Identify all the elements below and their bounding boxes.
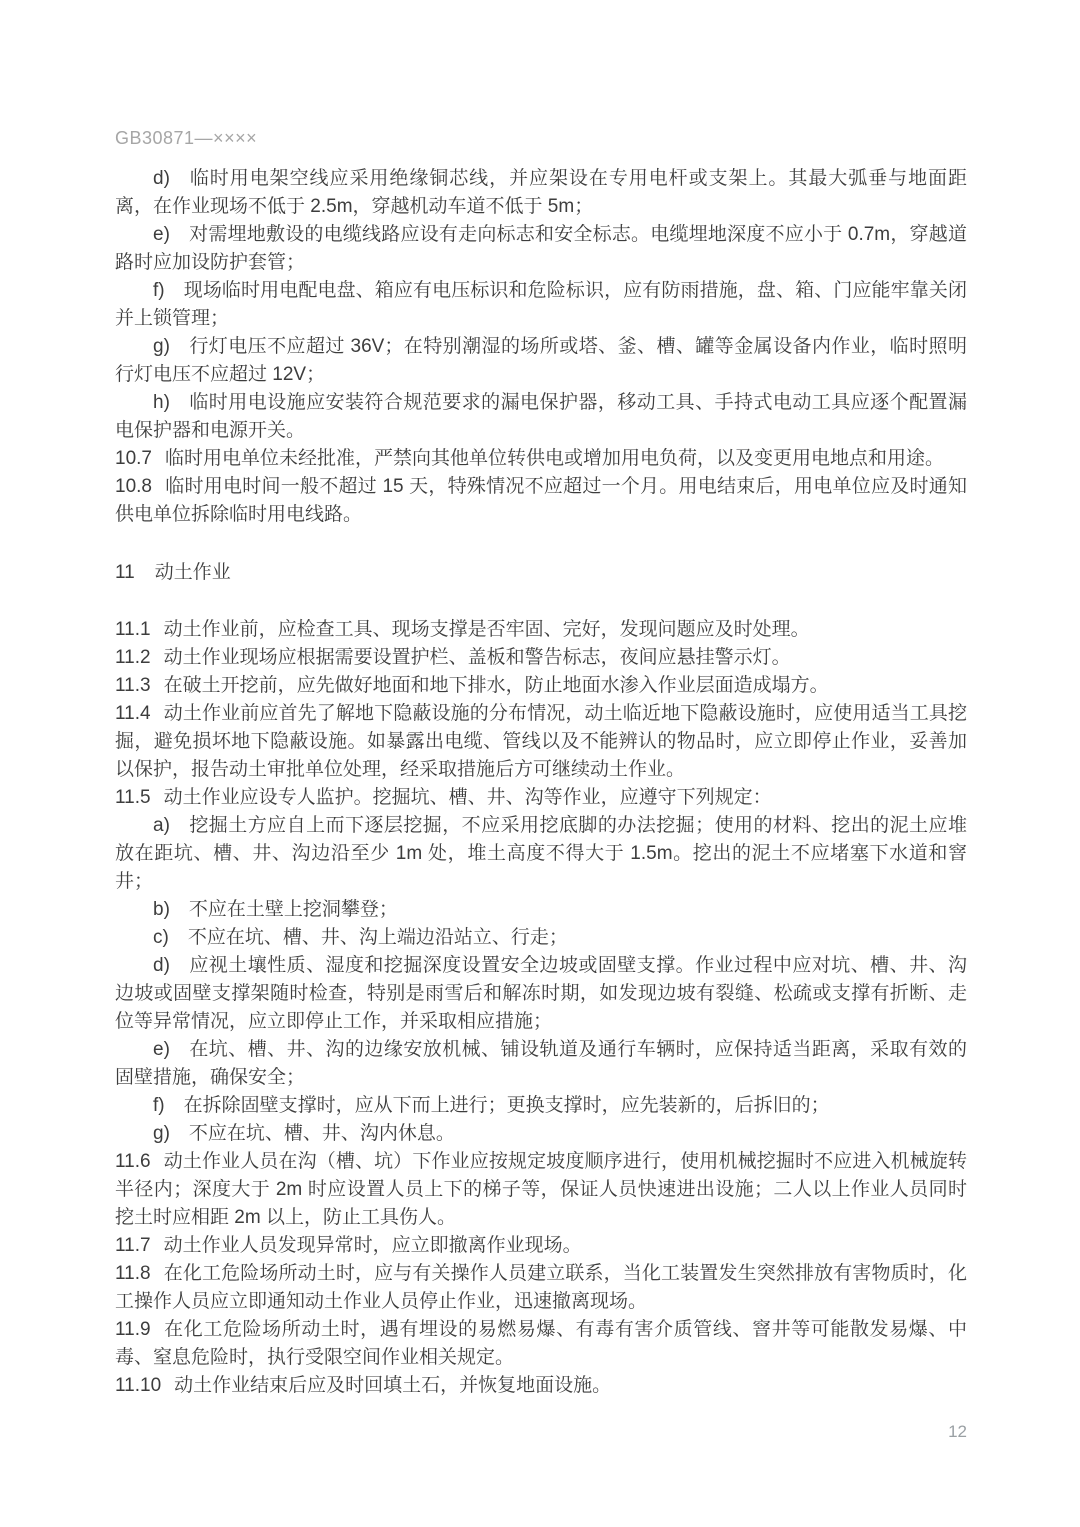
- section-heading: [115, 559, 967, 587]
- clause-paragraph: [115, 473, 967, 529]
- clause-text: 行灯电压不应超过 36V；在特别潮湿的场所或塔、釜、槽、罐等金属设备内作业，临时照明行灯电压不应超过 12V；: [115, 336, 967, 385]
- clause-paragraph: [115, 812, 967, 896]
- clause-text: 动土作业前应首先了解地下隐蔽设施的分布情况，动土临近地下隐蔽设施时，应使用适当工具挖掘，避免损坏地下隐蔽设施。如暴露出电缆、管线以及不能辨认的物品时，应立即停止作业，妥善加以保护，报告动土审批单位处理，经采取措施后方可继续动土作业。: [115, 703, 967, 780]
- clause-text: 动土作业现场应根据需要设置护栏、盖板和警告标志，夜间应悬挂警示灯。: [163, 647, 791, 668]
- clause-label: 11.9: [115, 1319, 151, 1340]
- clause-paragraph: [115, 1316, 967, 1372]
- clause-paragraph: [115, 333, 967, 389]
- clause-paragraph: [115, 277, 967, 333]
- clause-text: 挖掘土方应自上而下逐层挖掘，不应采用挖底脚的办法挖掘；使用的材料、挖出的泥土应堆放在距坑、槽、井、沟边沿至少 1m 处，堆土高度不得大于 1.5m。挖出的泥土不应堵塞下水道和窨井；: [115, 815, 967, 892]
- clause-paragraph: [115, 389, 967, 445]
- clause-text: 在坑、槽、井、沟的边缘安放机械、铺设轨道及通行车辆时，应保持适当距离，采取有效的固壁措施，确保安全；: [115, 1039, 967, 1088]
- clause-label: b): [153, 899, 170, 920]
- clause-paragraph: [115, 1148, 967, 1232]
- document-body: [115, 165, 967, 1400]
- section-title: 动土作业: [154, 562, 231, 583]
- clause-paragraph: [115, 784, 967, 812]
- clause-paragraph: [115, 924, 967, 952]
- clause-paragraph: [115, 896, 967, 924]
- clause-label: a): [153, 815, 170, 836]
- clause-label: 11.3: [115, 675, 151, 696]
- clause-text: 临时用电设施应安装符合规范要求的漏电保护器，移动工具、手持式电动工具应逐个配置漏电保护器和电源开关。: [115, 392, 967, 441]
- clause-paragraph: [115, 445, 967, 473]
- clause-label: 11.6: [115, 1151, 151, 1172]
- clause-paragraph: [115, 616, 967, 644]
- clause-text: 动土作业人员发现异常时，应立即撤离作业现场。: [163, 1235, 582, 1256]
- clause-paragraph: [115, 221, 967, 277]
- clause-paragraph: [115, 1036, 967, 1092]
- clause-paragraph: [115, 1372, 967, 1400]
- clause-paragraph: [115, 1260, 967, 1316]
- clause-label: h): [153, 392, 170, 413]
- clause-label: c): [153, 927, 169, 948]
- clause-text: 在化工危险场所动土时，应与有关操作人员建立联系，当化工装置发生突然排放有害物质时，化工操作人员应立即通知动土作业人员停止作业，迅速撤离现场。: [115, 1263, 967, 1312]
- clause-label: 10.8: [115, 476, 152, 497]
- clause-label: 11.1: [115, 619, 151, 640]
- clause-label: 11.2: [115, 647, 151, 668]
- clause-paragraph: [115, 700, 967, 784]
- clause-label: d): [153, 955, 170, 976]
- clause-text: 在拆除固壁支撑时，应从下而上进行；更换支撑时，应先装新的，后拆旧的；: [183, 1095, 830, 1116]
- clause-label: 11.4: [115, 703, 151, 724]
- clause-text: 动土作业人员在沟（槽、坑）下作业应按规定坡度顺序进行，使用机械挖掘时不应进入机械旋转半径内；深度大于 2m 时应设置人员上下的梯子等，保证人员快速进出设施；二人以上作业人员同时挖土时应相距 2m 以上，防止工具伤人。: [115, 1151, 967, 1228]
- clause-label: 11.7: [115, 1235, 151, 1256]
- clause-text: 在破土开挖前，应先做好地面和地下排水，防止地面水渗入作业层面造成塌方。: [163, 675, 829, 696]
- clause-label: e): [153, 224, 170, 245]
- clause-label: g): [153, 336, 170, 357]
- clause-paragraph: [115, 672, 967, 700]
- standard-number-header: GB30871—××××: [115, 128, 258, 148]
- clause-paragraph: [115, 165, 967, 221]
- clause-label: 11.8: [115, 1263, 151, 1284]
- clause-paragraph: [115, 1092, 967, 1120]
- clause-text: 在化工危险场所动土时，遇有埋设的易燃易爆、有毒有害介质管线、窨井等可能散发易爆、中毒、窒息危险时，执行受限空间作业相关规定。: [115, 1319, 967, 1368]
- clause-paragraph: [115, 952, 967, 1036]
- clause-text: 对需埋地敷设的电缆线路应设有走向标志和安全标志。电缆埋地深度不应小于 0.7m，穿越道路时应加设防护套管；: [115, 224, 967, 273]
- clause-text: 临时用电架空线应采用绝缘铜芯线，并应架设在专用电杆或支架上。其最大弧垂与地面距离，在作业现场不低于 2.5m，穿越机动车道不低于 5m；: [115, 168, 967, 217]
- clause-label: f): [153, 1095, 165, 1116]
- clause-label: e): [153, 1039, 170, 1060]
- clause-label: f): [153, 280, 165, 301]
- clause-text: 不应在土壁上挖洞攀登；: [188, 899, 398, 920]
- clause-text: 动土作业结束后应及时回填土石，并恢复地面设施。: [174, 1375, 612, 1396]
- clause-text: 临时用电时间一般不超过 15 天，特殊情况不应超过一个月。用电结束后，用电单位应及时通知供电单位拆除临时用电线路。: [115, 476, 967, 525]
- clause-label: 11.10: [115, 1375, 162, 1396]
- clause-paragraph: [115, 1232, 967, 1260]
- clause-label: 11.5: [115, 787, 151, 808]
- clause-label: 10.7: [115, 448, 152, 469]
- clause-label: d): [153, 168, 170, 189]
- clause-text: 不应在坑、槽、井、沟内休息。: [188, 1123, 455, 1144]
- page-number: 12: [948, 1422, 967, 1441]
- clause-label: g): [153, 1123, 170, 1144]
- clause-text: 现场临时用电配电盘、箱应有电压标识和危险标识，应有防雨措施，盘、箱、门应能牢靠关闭并上锁管理；: [115, 280, 967, 329]
- page-footer: [948, 1422, 967, 1442]
- clause-text: 动土作业前，应检查工具、现场支撑是否牢固、完好，发现问题应及时处理。: [163, 619, 810, 640]
- clause-paragraph: [115, 644, 967, 672]
- clause-paragraph: [115, 1120, 967, 1148]
- section-number: 11: [115, 562, 135, 583]
- clause-text: 动土作业应设专人监护。挖掘坑、槽、井、沟等作业，应遵守下列规定：: [163, 787, 772, 808]
- clause-text: 不应在坑、槽、井、沟上端边沿站立、行走；: [187, 927, 568, 948]
- clause-text: 应视土壤性质、湿度和挖掘深度设置安全边坡或固壁支撑。作业过程中应对坑、槽、井、沟边坡或固壁支撑架随时检查，特别是雨雪后和解冻时期，如发现边坡有裂缝、松疏或支撑有折断、走位等异常情况，应立即停止工作，并采取相应措施；: [115, 955, 967, 1032]
- clause-text: 临时用电单位未经批准，严禁向其他单位转供电或增加用电负荷，以及变更用电地点和用途。: [164, 448, 944, 469]
